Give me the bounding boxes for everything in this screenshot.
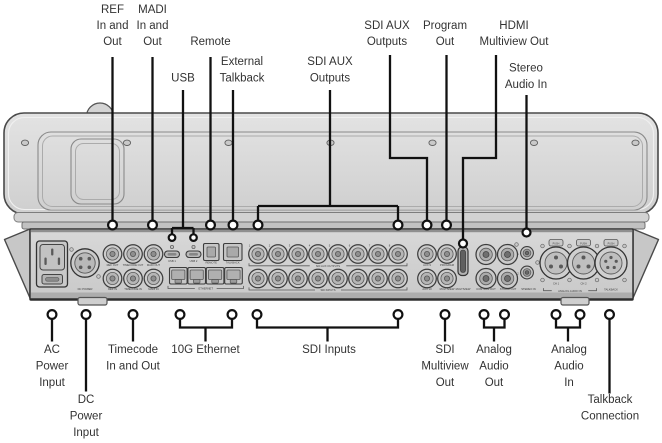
ch1-label: CH 1 bbox=[552, 282, 560, 286]
push-label: PUSH bbox=[580, 242, 587, 246]
screw-icon bbox=[568, 244, 572, 248]
callout-label: Power bbox=[69, 410, 103, 423]
ch2-label: CH 2 bbox=[580, 282, 587, 286]
screw-icon bbox=[429, 140, 436, 145]
callout-label: Power bbox=[35, 360, 69, 373]
panel-shape bbox=[212, 280, 219, 284]
callout-endpoint bbox=[254, 221, 263, 230]
usb-led bbox=[170, 245, 173, 248]
callout-endpoint bbox=[459, 240, 467, 248]
aux9-bnc bbox=[418, 245, 437, 264]
panel-shape bbox=[193, 280, 200, 284]
callout-endpoint bbox=[228, 310, 237, 319]
aux-number: 7 bbox=[368, 244, 371, 248]
panel-shape bbox=[230, 280, 237, 284]
panel-shape bbox=[75, 253, 95, 273]
panel-shape bbox=[395, 251, 400, 256]
dc-power-label: DC POWER bbox=[77, 288, 93, 291]
panel-shape bbox=[613, 266, 616, 269]
remote-port bbox=[204, 244, 220, 261]
callout-ac-power-input bbox=[36, 310, 69, 389]
callout-label: SDI AUX bbox=[307, 56, 353, 68]
panel-shape bbox=[483, 276, 489, 282]
panel-shape bbox=[545, 252, 567, 274]
leader-line bbox=[484, 319, 505, 328]
callout-label: Outputs bbox=[366, 36, 408, 48]
sdi-input-bnc bbox=[329, 269, 348, 288]
aux-number: 8 bbox=[388, 244, 391, 248]
panel-shape bbox=[275, 276, 280, 281]
callout-analog-audio-in bbox=[551, 310, 587, 389]
panel-shape bbox=[587, 265, 591, 269]
panel-shape bbox=[577, 265, 581, 269]
stereo-in-label: STEREO IN bbox=[521, 288, 536, 291]
panel-shape bbox=[88, 266, 92, 270]
stereo-ch-number: 2 bbox=[517, 272, 519, 276]
connector-label: AUX 9 bbox=[423, 264, 431, 267]
panel-shape bbox=[209, 270, 222, 280]
leader-line bbox=[257, 319, 398, 328]
callout-endpoint bbox=[176, 310, 185, 319]
program-bnc bbox=[438, 245, 457, 264]
screw-icon bbox=[541, 278, 545, 282]
panel-shape bbox=[525, 271, 529, 275]
sdi-aux-outputs-group-label: SDI AUX OUTPUTS bbox=[315, 264, 341, 268]
callout-label: AC bbox=[44, 344, 60, 356]
dc-power-connector bbox=[71, 249, 99, 277]
callout-endpoint bbox=[48, 310, 57, 319]
panel-shape bbox=[424, 251, 429, 256]
connector-label: MADI IN bbox=[148, 288, 159, 291]
panel-shape bbox=[295, 251, 300, 256]
callout-label: Audio In bbox=[504, 79, 548, 91]
screw-icon bbox=[595, 278, 599, 282]
callout-label: Multiview Out bbox=[479, 36, 549, 48]
ethernet-group-label: ETHERNET bbox=[198, 287, 213, 291]
hdmi-label: MULTIVIEW bbox=[455, 288, 471, 291]
callout-label: Outputs bbox=[309, 72, 351, 85]
sdi-aux-out-bnc bbox=[309, 245, 328, 264]
panel-shape bbox=[582, 256, 586, 260]
panel-shape bbox=[505, 276, 511, 282]
control-out-jack bbox=[476, 245, 496, 265]
panel-shape bbox=[460, 250, 465, 273]
bnc-out bbox=[124, 245, 143, 264]
panel-shape bbox=[151, 251, 156, 256]
callout-endpoint bbox=[552, 310, 561, 319]
panel-shape bbox=[88, 257, 92, 261]
bnc-out bbox=[144, 245, 163, 264]
panel-shape bbox=[51, 249, 53, 256]
screw-icon bbox=[123, 140, 130, 145]
callout-endpoint bbox=[129, 310, 138, 319]
bnc-in bbox=[144, 269, 163, 288]
screw-icon bbox=[97, 275, 101, 279]
leader-line bbox=[180, 319, 232, 328]
aux-number: 5 bbox=[328, 244, 331, 248]
sdi-input-bnc bbox=[369, 269, 388, 288]
callout-analog-audio-out bbox=[476, 310, 512, 389]
connector-label: TIMECODE IN bbox=[124, 288, 142, 291]
panel-shape bbox=[227, 247, 239, 257]
screw-icon bbox=[541, 244, 545, 248]
bnc-out bbox=[103, 245, 122, 264]
callout-label: In and bbox=[136, 20, 169, 32]
panel-shape bbox=[444, 276, 449, 281]
screw-icon bbox=[536, 261, 540, 265]
callout-label: SDI Inputs bbox=[302, 344, 356, 356]
ethernet-port bbox=[225, 268, 243, 285]
callout-label: USB bbox=[171, 72, 195, 85]
panel-shape bbox=[424, 276, 429, 281]
callout-label: DC bbox=[77, 394, 95, 406]
callout-endpoint bbox=[82, 310, 91, 319]
screw-icon bbox=[595, 244, 599, 248]
studio-out-jack bbox=[498, 269, 518, 289]
callout-endpoint bbox=[394, 221, 403, 230]
panel-shape bbox=[615, 260, 618, 263]
sdi-aux-out-bnc bbox=[289, 245, 308, 264]
ac-power-inlet bbox=[37, 241, 68, 287]
screw-icon bbox=[70, 248, 74, 252]
panel-shape bbox=[600, 252, 622, 274]
callout-label: Stereo bbox=[509, 62, 543, 75]
panel-shape bbox=[110, 251, 115, 256]
ethernet-port bbox=[206, 268, 224, 285]
connector-label: TIMECODE OUT bbox=[122, 264, 144, 267]
callout-label: SDI AUX bbox=[364, 20, 410, 32]
panel-shape bbox=[315, 251, 320, 256]
usb-led bbox=[192, 245, 195, 248]
panel-shape bbox=[355, 251, 360, 256]
callout-sdi-multiview-out bbox=[421, 310, 469, 389]
panel-shape bbox=[559, 265, 563, 269]
sdi-input-bnc bbox=[309, 269, 328, 288]
callout-label: REF bbox=[101, 4, 124, 16]
callout-label: Out bbox=[484, 377, 504, 389]
connector-label: REF OUT bbox=[106, 264, 119, 267]
panel-shape bbox=[151, 276, 156, 281]
panel-shape bbox=[315, 276, 320, 281]
callout-label: Multiview bbox=[421, 360, 469, 373]
sdi-input-bnc bbox=[389, 269, 408, 288]
panel-shape bbox=[335, 276, 340, 281]
rubber-foot bbox=[561, 298, 589, 306]
multiview-bnc bbox=[438, 269, 457, 288]
screw-icon bbox=[568, 278, 572, 282]
panel-shape bbox=[189, 253, 198, 256]
aux10-bnc bbox=[418, 269, 437, 288]
usb-label: USB 2 bbox=[189, 260, 198, 263]
studio-out-label: STUDIO OUT bbox=[499, 288, 517, 291]
screw-icon bbox=[632, 140, 639, 145]
panel-shape bbox=[609, 256, 612, 259]
panel-top-lip bbox=[31, 230, 632, 232]
ethernet-port bbox=[188, 268, 206, 285]
connector-label: AUX 10 bbox=[422, 288, 432, 291]
sdi-aux-out-bnc bbox=[249, 245, 268, 264]
callout-endpoint bbox=[108, 221, 117, 230]
panel-shape bbox=[483, 252, 489, 258]
callout-label: HDMI bbox=[499, 20, 529, 32]
callout-endpoint bbox=[253, 310, 262, 319]
callout-label: Remote bbox=[190, 36, 231, 48]
panel-shape bbox=[554, 256, 558, 260]
callout-label: Connection bbox=[580, 410, 640, 423]
panel-shape bbox=[172, 270, 185, 280]
panel-shape bbox=[505, 252, 511, 258]
panel-shape bbox=[604, 260, 607, 263]
callout-talkback-connection bbox=[581, 310, 639, 422]
panel-shape bbox=[573, 252, 595, 274]
right-side-wing bbox=[633, 229, 659, 298]
panel-shape bbox=[44, 258, 46, 266]
bnc-in bbox=[124, 269, 143, 288]
connector-label: PROGRAM bbox=[440, 264, 454, 267]
talkback-port bbox=[224, 244, 243, 261]
sdi-aux-out-bnc bbox=[369, 245, 388, 264]
callout-label: Out bbox=[435, 377, 455, 389]
sdi-input-bnc bbox=[269, 269, 288, 288]
callout-label: Out bbox=[143, 36, 162, 48]
aux-number: 6 bbox=[348, 244, 351, 248]
screw-icon bbox=[623, 278, 627, 282]
push-label: PUSH bbox=[552, 242, 560, 246]
sdi-input-bnc bbox=[289, 269, 308, 288]
screw-icon bbox=[530, 140, 537, 145]
panel-shape bbox=[175, 280, 182, 284]
panel-shape bbox=[168, 253, 177, 256]
control-out-label: CONTROL OUT bbox=[476, 288, 496, 291]
panel-shape bbox=[375, 251, 380, 256]
push-label: PUSH bbox=[607, 242, 615, 246]
studio-out-jack bbox=[498, 245, 518, 265]
panel-shape bbox=[79, 266, 83, 270]
screw-icon bbox=[623, 244, 627, 248]
panel-shape bbox=[46, 278, 60, 282]
panel-shape bbox=[130, 276, 135, 281]
stereo-ch-number: 1 bbox=[517, 253, 519, 256]
panel-shape bbox=[110, 276, 115, 281]
panel-shape bbox=[606, 266, 609, 269]
callout-label: In and bbox=[96, 20, 129, 32]
panel-shape bbox=[335, 251, 340, 256]
sdi-aux-out-bnc bbox=[269, 245, 288, 264]
callout-endpoint bbox=[394, 310, 403, 319]
connector-label: REF IN bbox=[108, 288, 117, 291]
stereo-in-rca bbox=[521, 247, 534, 260]
panel-shape bbox=[395, 276, 400, 281]
callout-endpoint bbox=[523, 229, 531, 237]
sdi-input-bnc bbox=[249, 269, 268, 288]
panel-shape bbox=[525, 251, 529, 255]
rubber-foot bbox=[78, 298, 107, 306]
connector-label: MULTIVIEW bbox=[439, 288, 455, 291]
callout-label: Talkback bbox=[587, 394, 633, 406]
screw-icon bbox=[515, 243, 519, 247]
callout-endpoint bbox=[169, 234, 176, 241]
connector-label: MADI OUT bbox=[146, 264, 161, 267]
panel-shape bbox=[444, 251, 449, 256]
panel-shape bbox=[227, 270, 240, 280]
callout-label: Input bbox=[39, 377, 65, 389]
panel-shape bbox=[130, 251, 135, 256]
callout-sdi-inputs bbox=[253, 310, 403, 356]
callout-endpoint bbox=[441, 310, 450, 319]
usb-label: USB 1 bbox=[168, 260, 176, 263]
panel-shape bbox=[207, 247, 216, 257]
stereo-in-rca bbox=[521, 266, 534, 279]
callout-label: Analog bbox=[476, 344, 512, 356]
sdi-input-bnc bbox=[349, 269, 368, 288]
callout-endpoint bbox=[206, 221, 215, 230]
sdi-aux-out-bnc bbox=[349, 245, 368, 264]
sdi-inputs-group-label: SDI INPUTS bbox=[320, 289, 336, 293]
callout-timecode-in-out bbox=[106, 310, 161, 372]
callout-endpoint bbox=[576, 310, 585, 319]
callout-endpoint bbox=[229, 221, 238, 230]
sdi-aux-out-bnc bbox=[329, 245, 348, 264]
callout-label: Program bbox=[422, 20, 468, 32]
panel-shape bbox=[255, 251, 260, 256]
callout-label: Audio bbox=[479, 360, 509, 373]
callout-ethernet-10g bbox=[171, 310, 240, 356]
callout-label: 10G Ethernet bbox=[171, 344, 240, 356]
analog-audio-in-group-label: ANALOG AUDIO IN bbox=[558, 289, 582, 293]
sdi-aux-out-bnc bbox=[389, 245, 408, 264]
callout-endpoint bbox=[480, 310, 489, 319]
aux-number: 2 bbox=[268, 244, 271, 248]
callout-endpoint bbox=[605, 310, 614, 319]
callout-label: In and Out bbox=[106, 360, 160, 373]
remote-label: REMOTE bbox=[205, 261, 217, 265]
bnc-in bbox=[103, 269, 122, 288]
aux-number: 3 bbox=[288, 244, 291, 248]
screw-icon bbox=[225, 140, 232, 145]
left-side-wing bbox=[5, 229, 31, 298]
panel-shape bbox=[375, 276, 380, 281]
callout-endpoint bbox=[500, 310, 509, 319]
screw-icon bbox=[21, 140, 28, 145]
callout-label: Out bbox=[103, 36, 122, 48]
callout-label: In bbox=[564, 377, 574, 389]
panel-shape bbox=[549, 265, 553, 269]
control-out-jack bbox=[476, 269, 496, 289]
callout-endpoint bbox=[148, 221, 157, 230]
callout-label: Out bbox=[435, 36, 455, 48]
panel-shape bbox=[295, 276, 300, 281]
callout-endpoint bbox=[442, 221, 451, 230]
callout-dc-power-input bbox=[70, 310, 103, 439]
panel-shape bbox=[190, 270, 203, 280]
panel-shape bbox=[40, 245, 65, 271]
talkback-xlr-label: TALKBACK bbox=[604, 288, 618, 292]
aux-number: 1 bbox=[248, 244, 251, 248]
leader-line bbox=[556, 319, 580, 328]
hdmi-port bbox=[458, 247, 468, 276]
aux-number: 4 bbox=[308, 244, 311, 248]
talkback-port-label: TALKBACK bbox=[225, 261, 240, 265]
panel-shape bbox=[58, 258, 60, 266]
callout-label: Talkback bbox=[219, 72, 265, 85]
callout-label: Analog bbox=[551, 344, 587, 356]
callout-label: Input bbox=[73, 427, 99, 439]
panel-shape bbox=[275, 251, 280, 256]
panel-shape bbox=[255, 276, 260, 281]
ethernet-port bbox=[170, 268, 188, 285]
panel-shape bbox=[79, 257, 83, 261]
callout-label: SDI bbox=[435, 344, 455, 356]
callout-label: External bbox=[220, 56, 264, 68]
panel-shape bbox=[355, 276, 360, 281]
callout-label: Timecode bbox=[107, 344, 159, 356]
callout-label: Audio bbox=[554, 360, 584, 373]
callout-label: MADI bbox=[138, 4, 167, 16]
callout-endpoint bbox=[423, 221, 432, 230]
callout-endpoint bbox=[190, 234, 197, 241]
